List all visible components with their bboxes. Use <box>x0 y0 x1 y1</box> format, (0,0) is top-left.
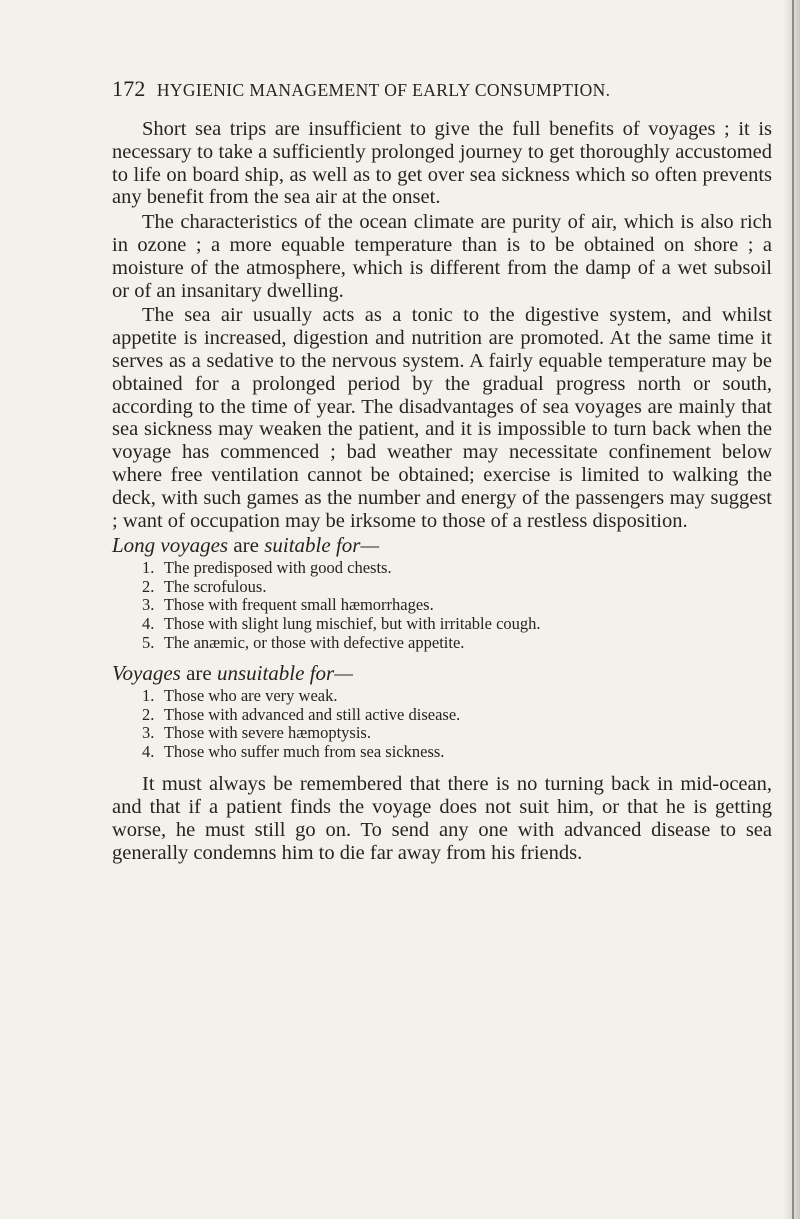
list-text: Those with advanced and still active disease. <box>163 704 461 724</box>
unsuitable-heading-italic-1: Voyages <box>112 661 181 686</box>
list-text: Those with frequent small hæmorrhages. <box>163 595 434 615</box>
suitable-heading <box>112 534 772 557</box>
list-item <box>142 724 772 743</box>
suitable-heading-plain: are <box>233 533 259 558</box>
list-text: The anæmic, or those with defective appetite. <box>163 632 465 652</box>
suitable-heading-italic-2: suitable for— <box>264 533 380 558</box>
list-item <box>142 559 772 578</box>
unsuitable-heading-plain: are <box>186 661 212 686</box>
list-item <box>142 634 772 653</box>
list-number: 3. <box>142 595 155 615</box>
list-text: Those who suffer much from sea sickness. <box>163 741 445 761</box>
list-number: 4. <box>142 741 155 761</box>
paragraph: The characteristics of the ocean climate are purity of air, which is also rich in ozone ; a more equable temperature than is to be obtained on shore ; a moisture of the atmosphere, which is different from the damp of a wet subsoil or of an insanitary dwelling. <box>112 211 772 302</box>
list-number: 5. <box>142 632 155 652</box>
list-number: 4. <box>142 613 155 633</box>
list-item <box>142 706 772 725</box>
list-item <box>142 578 772 597</box>
suitable-list <box>112 559 772 652</box>
unsuitable-heading <box>112 662 772 685</box>
list-number: 3. <box>142 723 155 743</box>
page-edge <box>784 0 800 1219</box>
list-number: 2. <box>142 576 155 596</box>
running-title: HYGIENIC MANAGEMENT OF EARLY CONSUMPTION. <box>156 80 611 100</box>
list-text: Those who are very weak. <box>163 685 338 705</box>
page-header <box>112 76 772 102</box>
page-number: 172 <box>112 76 146 101</box>
list-text: The predisposed with good chests. <box>163 558 392 578</box>
closing-paragraph: It must always be remembered that there is no turning back in mid-ocean, and that if a patient finds the voyage does not suit him, or that he is getting worse, he must still go on. To send any one with advanced disease to sea generally condemns him to die far away from his friends. <box>112 773 772 864</box>
list-item <box>142 615 772 634</box>
list-item <box>142 743 772 762</box>
paragraph: Short sea trips are insufficient to give the full benefits of voyages ; it is necessary to take a sufficiently prolonged journey to get thoroughly accustomed to life on board ship, as well as to get over sea sickness which so often prevents any benefit from the sea air at the onset. <box>112 118 772 209</box>
list-number: 1. <box>142 685 155 705</box>
list-item <box>142 596 772 615</box>
list-text: The scrofulous. <box>163 576 267 596</box>
unsuitable-list <box>112 687 772 761</box>
unsuitable-heading-italic-2: unsuitable for— <box>216 661 353 686</box>
list-number: 1. <box>142 558 155 578</box>
list-item <box>142 687 772 706</box>
suitable-heading-italic-1: Long voyages <box>112 533 229 558</box>
paragraph: The sea air usually acts as a tonic to the digestive system, and whilst appetite is increased, digestion and nutrition are promoted. At the same time it serves as a sedative to the nervous system. A fairly equable temperature may be obtained for a prolonged period by the gradual progress north or south, according to the time of year. The disadvantages of sea voyages are mainly that sea sickness may weaken the patient, and it is impossible to turn back when the voyage has commenced ; bad weather may necessitate confinement below where free ventilation cannot be obtained; exercise is limited to walking the deck, with such games as the number and energy of the passengers may suggest ; want of occupation may be irksome to those of a restless disposition. <box>112 304 772 532</box>
list-text: Those with slight lung mischief, but with irritable cough. <box>163 613 541 633</box>
list-text: Those with severe hæmoptysis. <box>163 723 371 743</box>
page-body <box>112 118 772 866</box>
list-number: 2. <box>142 704 155 724</box>
